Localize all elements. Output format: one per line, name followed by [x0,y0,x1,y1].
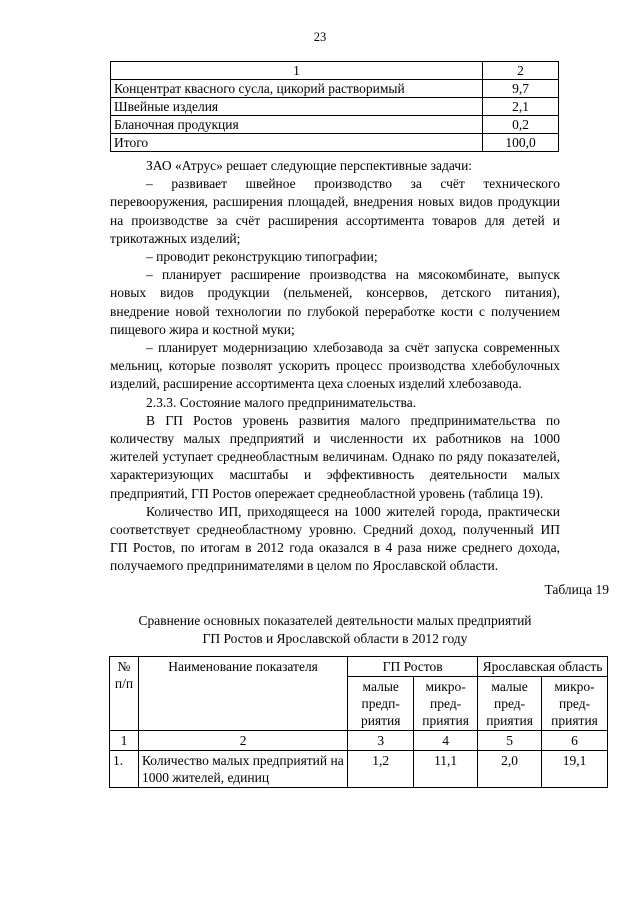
table-caption-line: ГП Ростов и Ярославской области в 2012 году [202,631,468,646]
subheader-small: малые предп-риятия [348,677,414,731]
table-cell-value: 100,0 [483,134,559,152]
section-heading: 2.3.3. Состояние малого предпринимательства. [146,394,417,410]
table-cell-value: 9,7 [483,80,559,98]
task-item: – планирует расширение производства на мясокомбинате, выпуск новых видов продукции (пельменей, консервов, детского питания), внедрение новой технологии по глубокой переработке кости с получением пищевого жира и костной муки; [110,267,560,337]
table-cell-name: Швейные изделия [111,98,483,116]
row-num: 1. [110,751,139,788]
page-number: 23 [313,30,327,44]
subheader-micro: микро-пред-приятия [414,677,478,731]
comparison-table [109,656,608,788]
index-cell: 6 [542,731,608,751]
task-item: – планирует модернизацию хлебозавода за счёт запуска современных мельниц, которые позволят ускорить процесс производства хлебобулочных изделий, расширение ассортимента цеха слоеных изделий хлебозавода. [110,340,560,392]
intro-paragraph: ЗАО «Атрус» решает следующие перспективные задачи: [146,158,473,173]
row-value: 2,0 [478,751,542,788]
table-caption-line: Сравнение основных показателей деятельности малых предприятий [138,613,532,628]
index-cell: 5 [478,731,542,751]
index-cell: 2 [138,731,347,751]
table-header-row [111,62,559,80]
subheader-micro: микро-пред-приятия [542,677,608,731]
task-item: – развивает швейное производство за счёт технического перевооружения, расширения площадей, внедрения новых видов продукции на производстве за счёт расширения ассортимента товаров для детей и трикотажных изделий; [110,176,560,246]
table-row [111,116,559,134]
table-cell-value: 0,2 [483,116,559,134]
body-text [110,157,560,576]
row-value: 19,1 [542,751,608,788]
table-header-row [110,657,608,677]
col-num-header: № п/п [110,657,139,731]
table-row [111,134,559,152]
table-header-cell: 1 [111,62,483,80]
table-cell-name: Концентрат квасного сусла, цикорий растворимый [111,80,483,98]
table-row [110,751,608,788]
row-name: Количество малых предприятий на 1000 жителей, единиц [138,751,347,788]
table-cell-name: Бланочная продукция [111,116,483,134]
table-cell-name: Итого [111,134,483,152]
group-header-region: Ярославская область [478,657,608,677]
index-cell: 4 [414,731,478,751]
row-value: 1,2 [348,751,414,788]
table-label: Таблица 19 [544,582,609,597]
table-cell-value: 2,1 [483,98,559,116]
table-index-row [110,731,608,751]
table-header-cell: 2 [483,62,559,80]
paragraph: Количество ИП, приходящееся на 1000 жителей города, практически соответствует среднеобластному уровню. Средний доход, полученный ИП ГП Ростов, по итогам в 2012 года оказался в 4 раза ниже среднего дохода, получаемого предпринимателями в целом по Ярославской области. [110,503,560,574]
index-cell: 3 [348,731,414,751]
table-row [111,98,559,116]
group-header-rostov: ГП Ростов [348,657,478,677]
row-value: 11,1 [414,751,478,788]
index-cell: 1 [110,731,139,751]
table-row [111,80,559,98]
subheader-small: малые пред-приятия [478,677,542,731]
task-item: – проводит реконструкцию типографии; [146,249,378,265]
paragraph: В ГП Ростов уровень развития малого предпринимательства по количеству малых предприятий и численности их работников на 1000 жителей уступает среднеобластным величинам. Однако по ряду показателей, характеризующих масштабы и эффективность деятельности малых предприятий, ГП Ростов опережает среднеобластной уровень (таблица 19). [110,412,560,501]
continued-table [110,61,559,152]
col-name-header: Наименование показателя [138,657,347,731]
table-caption [110,612,560,648]
